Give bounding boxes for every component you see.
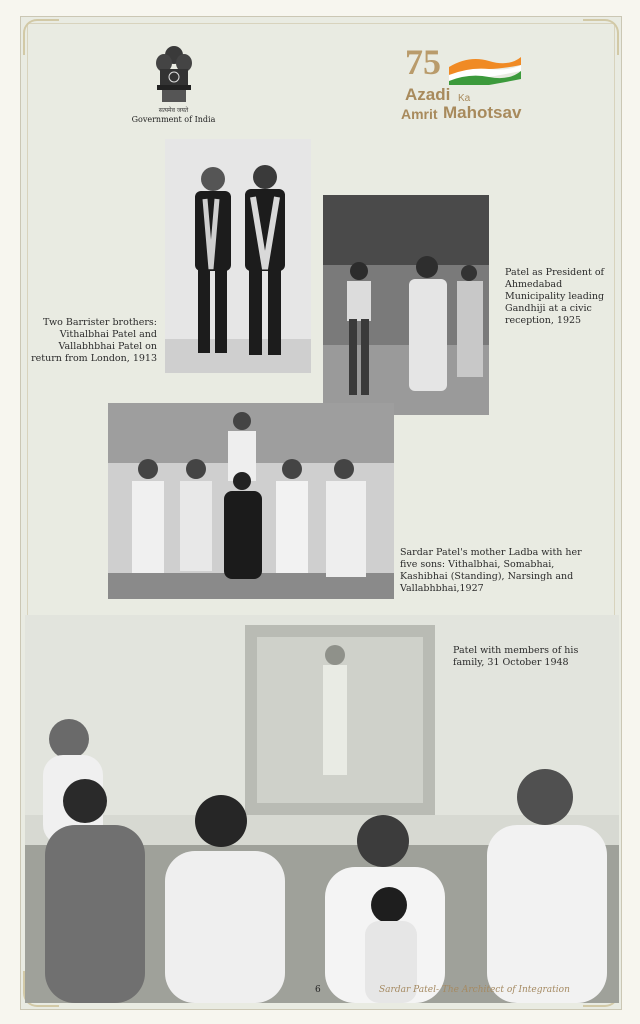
government-label: Government of India (131, 115, 216, 124)
government-emblem (126, 43, 221, 124)
emblem-motto: सत्यमेव जयते (158, 107, 189, 114)
photo-barrister-brothers (165, 139, 311, 373)
logo-number: 75 (405, 42, 441, 82)
logo-azadi: Azadi (405, 85, 451, 104)
photo-family-1948 (25, 615, 619, 1003)
photo-mother-with-sons (108, 403, 394, 599)
azadi-logo (391, 41, 531, 141)
corner-ornament (23, 19, 59, 55)
page-number: 6 (315, 985, 321, 995)
photo-civic-reception (323, 195, 489, 415)
ashoka-emblem-icon (152, 43, 196, 105)
logo-amrit: Amrit (401, 106, 438, 122)
footer-title: Sardar Patel- The Architect of Integration (379, 985, 570, 995)
caption-family-1948: Patel with members of his family, 31 October 1948 (453, 645, 579, 668)
logo-mahotsav: Mahotsav (443, 103, 522, 122)
document-page (20, 16, 622, 1010)
caption-civic-reception: Patel as President of Ahmedabad Municipality leading Gandhiji at a civic reception, 1925 (505, 267, 605, 326)
corner-ornament (583, 19, 619, 55)
caption-barrister-brothers: Two Barrister brothers: Vithalbhai Patel and Vallabhbhai Patel on return from London, 1913 (31, 317, 157, 364)
caption-mother-with-sons: Sardar Patel's mother Ladba with her five sons: Vithalbhai, Somabhai, Kashibhai (Standing), Narsingh and Vallabhbhai,1927 (400, 547, 582, 594)
logo-ka: Ka (458, 93, 471, 104)
flag-ribbon-icon (449, 55, 521, 85)
